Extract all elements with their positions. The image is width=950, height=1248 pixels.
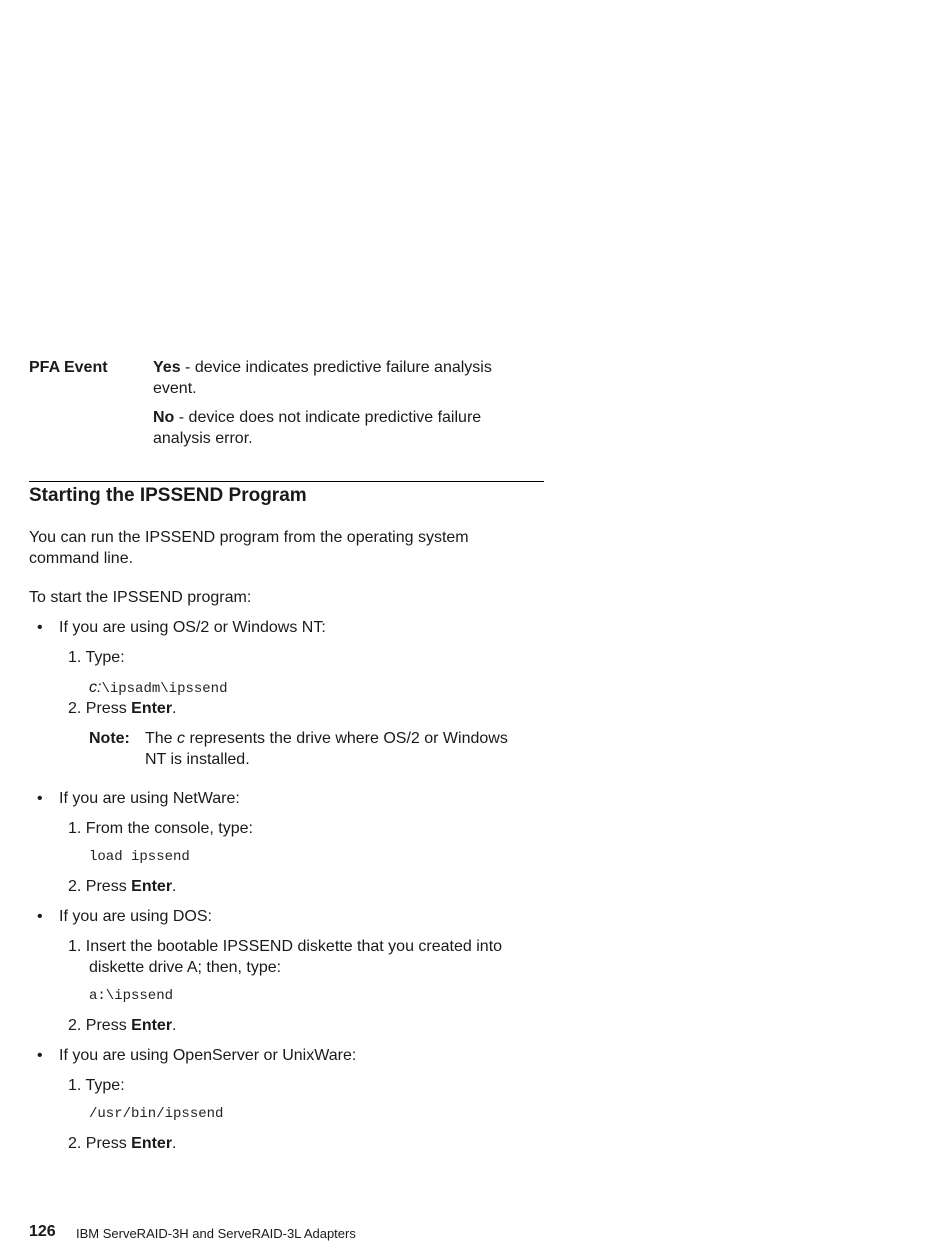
note-text <box>145 728 508 749</box>
unix-step2 <box>68 1133 177 1154</box>
os2-command-path: \ipsadm\ipssend <box>101 681 228 697</box>
bullet-dot: • <box>37 1047 43 1064</box>
os2-command-drive: c: <box>89 679 102 696</box>
note-post: represents the drive where OS/2 or Windows <box>185 730 508 747</box>
dos-step1-line2: diskette drive A; then, type: <box>89 959 282 976</box>
dos-step2-suffix: . <box>172 1017 177 1034</box>
os2-step2-suffix: . <box>172 700 177 717</box>
yes-label: Yes <box>153 359 181 376</box>
note-line2: NT is installed. <box>145 751 250 768</box>
dos-bullet: If you are using DOS: <box>59 908 212 925</box>
dos-step1: 1. Insert the bootable IPSSEND diskette that you created into <box>68 938 503 955</box>
os2-bullet: If you are using OS/2 or Windows NT: <box>59 619 326 636</box>
netware-step2-key: Enter <box>131 878 173 895</box>
intro-line1: You can run the IPSSEND program from the operating system <box>29 529 469 546</box>
intro-line2: command line. <box>29 550 134 567</box>
os2-step2-prefix: 2. Press <box>68 700 132 717</box>
unix-step2-prefix: 2. Press <box>68 1135 132 1152</box>
no-text-line2: analysis error. <box>153 430 253 447</box>
dos-step2-key: Enter <box>131 1017 173 1034</box>
no-label: No <box>153 409 175 426</box>
os2-step1: 1. Type: <box>68 649 125 666</box>
bullet-dot: • <box>37 908 43 925</box>
unix-step1: 1. Type: <box>68 1077 125 1094</box>
footer-book-title: IBM ServeRAID-3H and ServeRAID-3L Adapters <box>76 1226 356 1241</box>
os2-command <box>89 677 227 698</box>
pfa-no-line <box>153 407 481 428</box>
page-number: 126 <box>29 1223 56 1240</box>
os2-step2 <box>68 698 177 719</box>
unix-command: /usr/bin/ipssend <box>89 1106 224 1122</box>
bullet-dot: • <box>37 619 43 636</box>
os2-step2-key: Enter <box>131 700 173 717</box>
netware-bullet: If you are using NetWare: <box>59 790 240 807</box>
yes-text: - device indicates predictive failure analysis <box>180 359 492 376</box>
section-title: Starting the IPSSEND Program <box>29 485 307 506</box>
note-label: Note: <box>89 730 130 747</box>
no-text: - device does not indicate predictive failure <box>174 409 482 426</box>
netware-step2-suffix: . <box>172 878 177 895</box>
dos-command: a:\ipssend <box>89 988 174 1004</box>
pfa-yes-line <box>153 357 492 378</box>
unix-step2-key: Enter <box>131 1135 173 1152</box>
pfa-term: PFA Event <box>29 359 108 376</box>
netware-step2 <box>68 876 177 897</box>
unix-bullet: If you are using OpenServer or UnixWare: <box>59 1047 357 1064</box>
note-italic: c <box>177 730 186 747</box>
bullet-dot: • <box>37 790 43 807</box>
note-pre: The <box>145 730 178 747</box>
netware-step2-prefix: 2. Press <box>68 878 132 895</box>
netware-step1: 1. From the console, type: <box>68 820 253 837</box>
dos-step2-prefix: 2. Press <box>68 1017 132 1034</box>
yes-text-line2: event. <box>153 380 197 397</box>
netware-command: load ipssend <box>89 849 190 865</box>
dos-step2 <box>68 1015 177 1036</box>
section-rule <box>29 481 544 482</box>
start-instruction: To start the IPSSEND program: <box>29 589 252 606</box>
unix-step2-suffix: . <box>172 1135 177 1152</box>
